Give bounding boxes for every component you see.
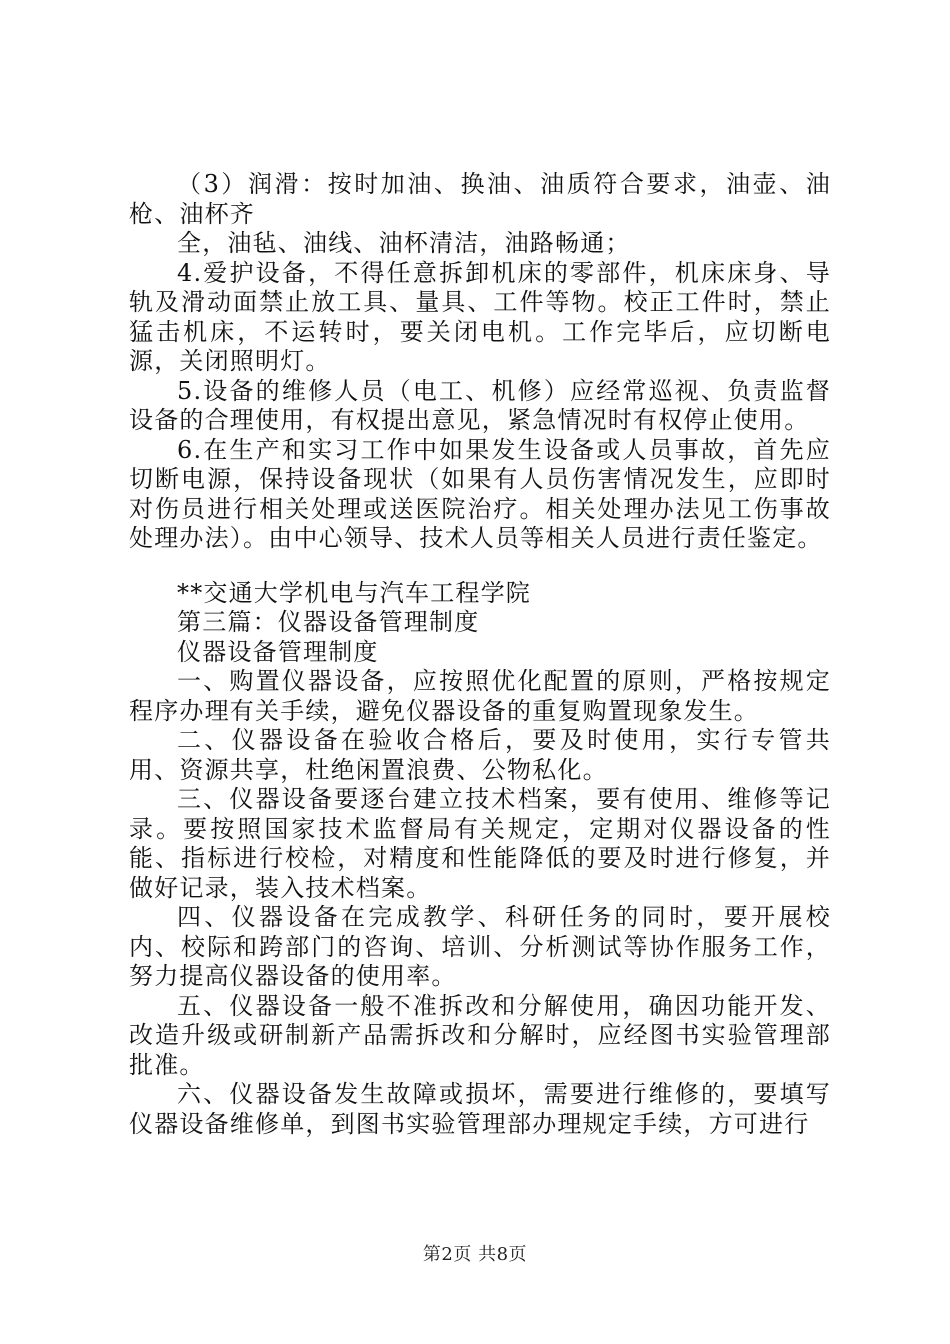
paragraph-lubrication-continued: 全，油毡、油线、油杯清洁，油路畅通； — [177, 229, 631, 257]
paragraph-item-4: 4.爱护设备，不得任意拆卸机床的零部件，机床床身、导轨及滑动面禁止放工具、量具、工件等物。校正工件时，禁止猛击机床，不运转时，要关闭电机。工作完毕后，应切断电源，关闭照明灯。 — [129, 258, 831, 375]
paragraph-rule-2: 二、仪器设备在验收合格后，要及时使用，实行专管共用、资源共享，杜绝闲置浪费、公物私化。 — [129, 726, 831, 784]
paragraph-rule-6: 六、仪器设备发生故障或损坏，需要进行维修的，要填写仪器设备维修单，到图书实验管理部办理规定手续，方可进行 — [129, 1080, 831, 1138]
paragraph-rule-4: 四、仪器设备在完成教学、科研任务的同时，要开展校内、校际和跨部门的咨询、培训、分析测试等协作服务工作，努力提高仪器设备的使用率。 — [129, 903, 831, 990]
paragraph-rule-3: 三、仪器设备要逐台建立技术档案，要有使用、维修等记录。要按照国家技术监督局有关规定，定期对仪器设备的性能、指标进行校检，对精度和性能降低的要及时进行修复，并做好记录，装入技术档案。 — [129, 785, 831, 902]
paragraph-rule-1: 一、购置仪器设备，应按照优化配置的原则，严格按规定程序办理有关手续，避免仪器设备的重复购置现象发生。 — [129, 667, 831, 725]
page-number-footer: 第2页 共8页 — [422, 1244, 528, 1265]
section-heading: 第三篇：仪器设备管理制度 — [177, 608, 480, 636]
document-body — [129, 170, 831, 1139]
paragraph-lubrication: （3）润滑：按时加油、换油、油质符合要求，油壶、油枪、油杯齐 — [129, 170, 831, 228]
paragraph-rule-5: 五、仪器设备一般不准拆改和分解使用，确因功能开发、改造升级或研制新产品需拆改和分解时，应经图书实验管理部批准。 — [129, 991, 831, 1079]
paragraph-item-5: 5.设备的维修人员（电工、机修）应经常巡视、负责监督设备的合理使用，有权提出意见，紧急情况时有权停止使用。 — [129, 376, 831, 434]
paragraph-item-6: 6.在生产和实习工作中如果发生设备或人员事故，首先应切断电源，保持设备现状（如果有人员伤害情况发生，应即时对伤员进行相关处理或送医院治疗。相关处理办法见工伤事故处理办法）。由中心领导、技术人员等相关人员进行责任鉴定。 — [129, 435, 831, 552]
institution-name: **交通大学机电与汽车工程学院 — [177, 578, 531, 607]
section-title: 仪器设备管理制度 — [177, 637, 379, 666]
